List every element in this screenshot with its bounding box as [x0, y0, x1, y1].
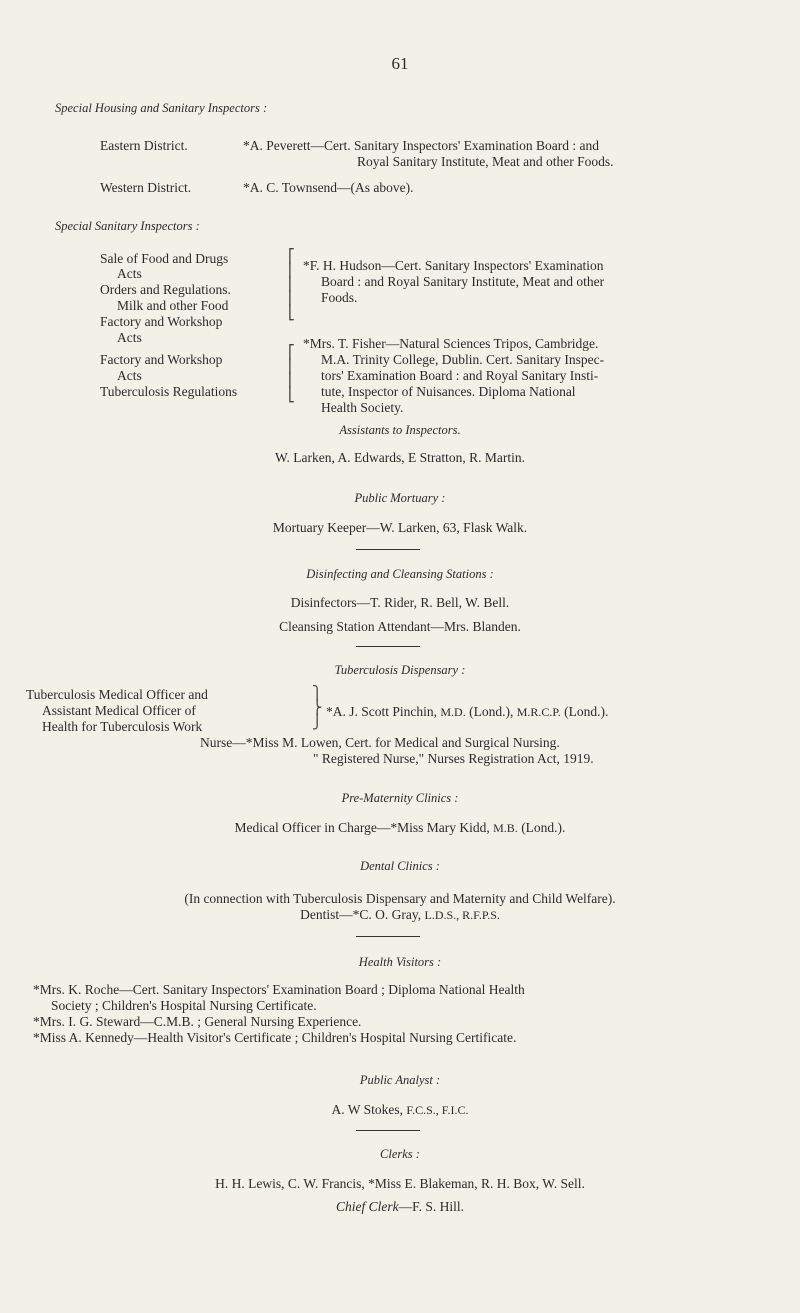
eastern-district-line1: *A. Peverett—Cert. Sanitary Inspectors' Examination Board : and: [243, 138, 599, 153]
section-divider: [356, 549, 420, 550]
western-district-label: Western District.: [100, 180, 192, 195]
sanitary-left2-line: Acts: [117, 368, 142, 383]
disinfecting-line2: Cleansing Station Attendant—Mrs. Blanden.: [279, 619, 521, 634]
tb-officer: *A. J. Scott Pinchin, M.D. (Lond.), M.R.C.P. (Lond.).: [326, 704, 609, 719]
dental-line2: Dentist—*C. O. Gray, L.D.S., R.F.P.S.: [300, 907, 500, 922]
disinfecting-line1: Disinfectors—T. Rider, R. Bell, W. Bell.: [290, 595, 510, 610]
mortuary-heading: Public Mortuary :: [354, 491, 446, 505]
disinfecting-heading: Disinfecting and Cleansing Stations :: [306, 567, 494, 581]
prematernity-text: Medical Officer in Charge—*Miss Mary Kidd, M.B. (Lond.).: [234, 820, 566, 835]
section-divider: [356, 646, 420, 647]
sanitary-right2-line: *Mrs. T. Fisher—Natural Sciences Tripos, Cambridge.: [303, 336, 599, 351]
tb-left-line: Tuberculosis Medical Officer and: [26, 687, 208, 702]
tb-nurse-line1: Nurse—*Miss M. Lowen, Cert. for Medical and Surgical Nursing.: [200, 735, 560, 750]
sanitary-right2-line: tute, Inspector of Nuisances. Diploma National: [321, 384, 576, 399]
clerks-names: H. H. Lewis, C. W. Francis, *Miss E. Blakeman, R. H. Box, W. Sell.: [215, 1176, 585, 1191]
sanitary-right1-line: Foods.: [321, 290, 358, 305]
brace-glyph: ⎫ ⎬ ⎭: [312, 687, 323, 730]
sanitary-left2-line: Factory and Workshop: [100, 352, 223, 367]
assistants-text: W. Larken, A. Edwards, E Stratton, R. Martin.: [275, 450, 525, 465]
western-district-text: *A. C. Townsend—(As above).: [243, 180, 414, 195]
dental-heading: Dental Clinics :: [360, 859, 440, 873]
sanitary-right1-line: *F. H. Hudson—Cert. Sanitary Inspectors' Examination: [303, 258, 604, 273]
brace-glyph: ⎡ ⎢ ⎢ ⎣: [288, 346, 295, 403]
sanitary-left1-line: Acts: [117, 330, 142, 345]
visitor-line: *Mrs. K. Roche—Cert. Sanitary Inspectors' Examination Board ; Diploma National Health: [33, 982, 525, 997]
section-divider: [356, 936, 420, 937]
sanitary-left2-line: Tuberculosis Regulations: [100, 384, 238, 399]
sanitary-left1-line: Acts: [117, 266, 142, 281]
mortuary-text: Mortuary Keeper—W. Larken, 63, Flask Walk.: [272, 520, 528, 535]
tb-heading: Tuberculosis Dispensary :: [334, 663, 466, 677]
sanitary-right2-line: tors' Examination Board : and Royal Sanitary Insti-: [321, 368, 599, 383]
assistants-heading: Assistants to Inspectors.: [339, 423, 461, 437]
visitor-line: *Miss A. Kennedy—Health Visitor's Certificate ; Children's Hospital Nursing Certificate.: [33, 1030, 517, 1045]
sanitary-right1-line: Board : and Royal Sanitary Institute, Meat and other: [321, 274, 605, 289]
page-number: 61: [391, 54, 409, 73]
visitor-line: Society ; Children's Hospital Nursing Certificate.: [51, 998, 317, 1013]
dental-line1: (In connection with Tuberculosis Dispensary and Maternity and Child Welfare).: [184, 891, 616, 906]
sanitary-left1-line: Sale of Food and Drugs: [100, 251, 229, 266]
analyst-heading: Public Analyst :: [359, 1073, 441, 1087]
sanitary-right2-line: Health Society.: [321, 400, 404, 415]
eastern-district-line2: Royal Sanitary Institute, Meat and other Foods.: [357, 154, 614, 169]
chief-clerk: Chief Clerk—F. S. Hill.: [336, 1199, 464, 1214]
eastern-district-label: Eastern District.: [100, 138, 188, 153]
visitors-heading: Health Visitors :: [358, 955, 442, 969]
analyst-text: A. W Stokes, F.C.S., F.I.C.: [331, 1102, 469, 1117]
sanitary-right2-line: M.A. Trinity College, Dublin. Cert. Sanitary Inspec-: [321, 352, 605, 367]
clerks-heading: Clerks :: [380, 1147, 420, 1161]
sanitary-left1-line: Orders and Regulations.: [100, 282, 231, 297]
tb-left-line: Assistant Medical Officer of: [42, 703, 196, 718]
visitor-line: *Mrs. I. G. Steward—C.M.B. ; General Nursing Experience.: [33, 1014, 362, 1029]
housing-heading: Special Housing and Sanitary Inspectors :: [55, 101, 268, 115]
sanitary-left1-line: Milk and other Food: [117, 298, 229, 313]
tb-left-line: Health for Tuberculosis Work: [42, 719, 203, 734]
sanitary-heading: Special Sanitary Inspectors :: [55, 219, 200, 233]
brace-glyph: ⎡ ⎢ ⎢ ⎢ ⎣: [288, 250, 295, 321]
tb-nurse-line2: " Registered Nurse," Nurses Registration Act, 1919.: [313, 751, 594, 766]
prematernity-heading: Pre-Maternity Clinics :: [341, 791, 459, 805]
section-divider: [356, 1130, 420, 1131]
sanitary-left1-line: Factory and Workshop: [100, 314, 223, 329]
